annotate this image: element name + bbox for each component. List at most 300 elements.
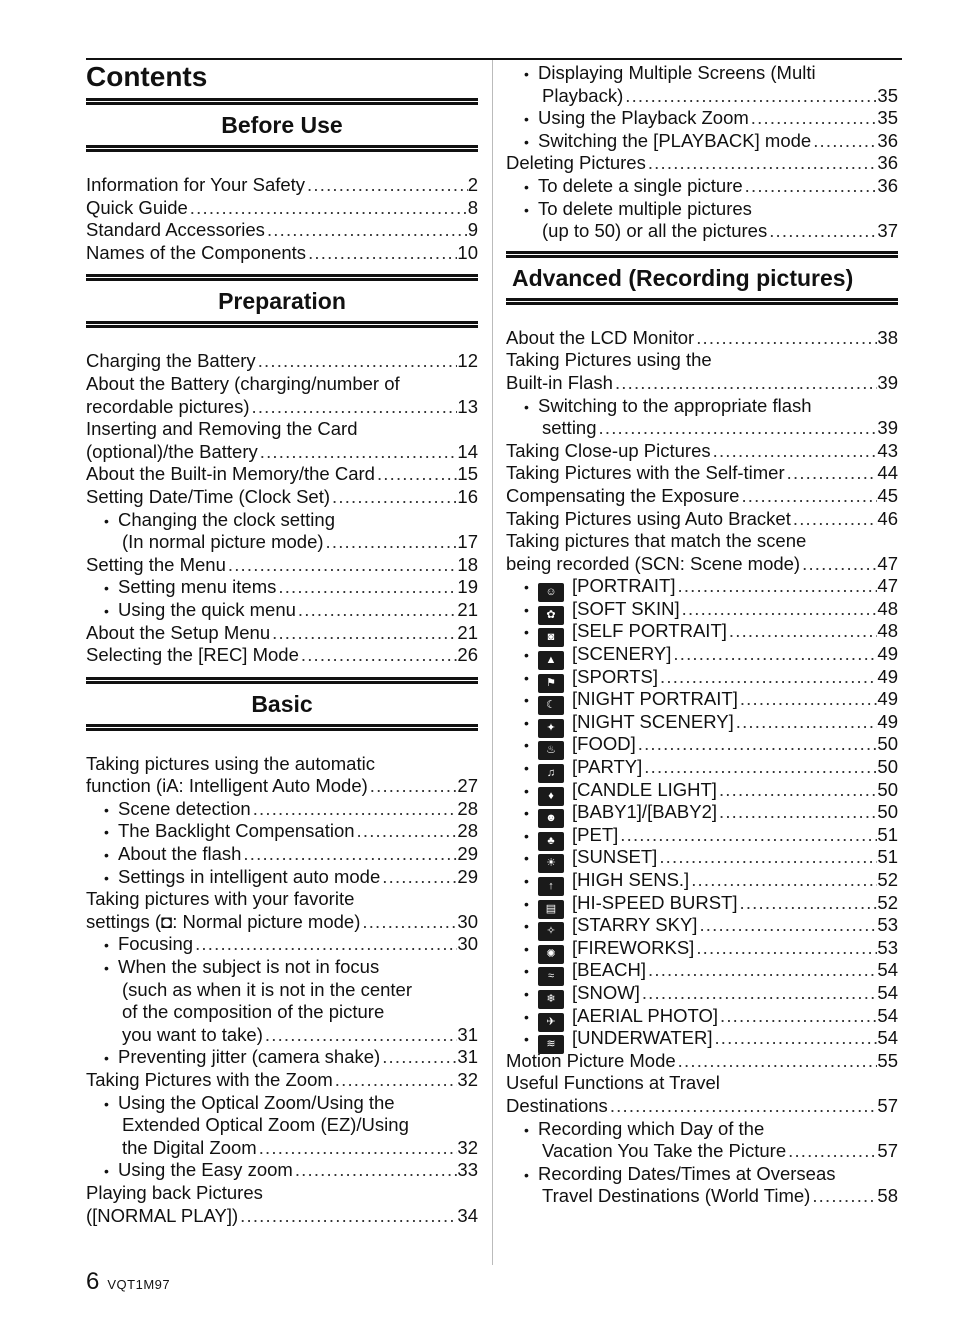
page-ref: 57: [877, 1140, 898, 1162]
leader-dots: [324, 531, 458, 554]
entry-text: (up to 50) or all the pictures: [542, 220, 768, 242]
page-ref: 21: [457, 621, 478, 643]
page-ref: 30: [457, 910, 478, 932]
page-ref: 49: [877, 710, 898, 732]
candle-light-icon: ♦: [538, 787, 564, 806]
bullet: •: [524, 692, 529, 709]
fireworks-icon: ✺: [538, 945, 564, 964]
toc-entry: [86, 888, 478, 911]
toc-entry: [86, 554, 478, 577]
leader-dots: [739, 485, 877, 508]
entry-text: When the subject is not in focus: [118, 956, 380, 978]
soft-skin-icon: ✿: [538, 606, 564, 625]
entry-text: [PET]: [572, 823, 619, 845]
toc-subentry: [506, 130, 898, 153]
toc-subentry: [506, 779, 898, 802]
entry-text: [SPORTS]: [572, 665, 659, 687]
bullet: •: [524, 827, 529, 844]
aerial-photo-icon: ✈: [538, 1013, 564, 1032]
column-separator: [492, 60, 493, 1265]
page-ref: 8: [467, 196, 478, 218]
bullet: •: [524, 782, 529, 799]
leader-dots: [226, 554, 458, 577]
underwater-icon: ≋: [538, 1035, 564, 1054]
bullet: •: [524, 1121, 529, 1138]
page-ref: 29: [457, 843, 478, 865]
toc-subentry: [506, 711, 898, 734]
leader-dots: [671, 643, 877, 666]
toc-entry: [86, 418, 478, 441]
page-ref: 39: [877, 371, 898, 393]
toc-entry: [86, 644, 478, 667]
toc-entry: [86, 622, 478, 645]
page-ref: 55: [877, 1049, 898, 1071]
leader-dots: [734, 711, 878, 734]
leader-dots: [251, 798, 458, 821]
toc-subentry: [86, 509, 478, 532]
toc-entry: [86, 486, 478, 509]
entry-text: [SUNSET]: [572, 846, 658, 868]
page-ref: 54: [877, 1027, 898, 1049]
page-ref: 10: [457, 241, 478, 263]
leader-dots: [256, 350, 458, 373]
bullet: •: [524, 201, 529, 218]
entry-text: Selecting the [REC] Mode: [86, 644, 299, 666]
toc-list: [86, 152, 478, 274]
toc-list: [86, 328, 478, 676]
toc-entry: [506, 152, 898, 175]
entry-text: Setting the Menu: [86, 553, 226, 575]
leader-dots: [727, 620, 878, 643]
bullet: •: [524, 178, 529, 195]
bullet: •: [524, 737, 529, 754]
toc-entry: [86, 219, 478, 242]
leader-dots: [293, 1159, 458, 1182]
bullet: •: [524, 714, 529, 731]
bullet: •: [104, 801, 109, 818]
page-ref: 31: [457, 1023, 478, 1045]
entry-text: To delete multiple pictures: [538, 197, 752, 219]
bullet: •: [524, 963, 529, 980]
entry-text: About the Battery (charging/number of: [86, 372, 400, 394]
leader-dots: [786, 1140, 877, 1163]
toc-subentry: [86, 798, 478, 821]
leader-dots: [694, 937, 877, 960]
entry-text: Taking pictures that match the scene: [506, 530, 807, 552]
entry-text: About the Built-in Memory/the Card: [86, 463, 375, 485]
sunset-icon: ☀: [538, 854, 564, 873]
leader-dots: [355, 820, 458, 843]
page-ref: 54: [877, 1004, 898, 1026]
page-footer: [86, 1268, 170, 1296]
beach-icon: ≈: [538, 967, 564, 986]
entry-text: Taking Pictures using the: [506, 349, 712, 371]
toc-subentry: [86, 1046, 478, 1069]
toc-subentry: [506, 1163, 898, 1186]
leader-dots: [738, 892, 878, 915]
high-sens-icon: ↑: [538, 877, 564, 896]
toc-subentry: [506, 688, 898, 711]
leader-dots: [718, 1005, 877, 1028]
leader-dots: [785, 462, 878, 485]
leader-dots: [711, 440, 878, 463]
toc-subentry: [506, 598, 898, 621]
section-rule: [86, 321, 478, 328]
leader-dots: [636, 733, 878, 756]
leader-dots: [717, 779, 877, 802]
page-ref: 53: [877, 914, 898, 936]
leader-dots: [623, 85, 877, 108]
section-heading: Preparation: [218, 288, 346, 315]
bullet: •: [104, 824, 109, 841]
toc-subentry: [506, 198, 898, 221]
bullet: •: [524, 601, 529, 618]
bullet: •: [524, 647, 529, 664]
bullet: •: [524, 1008, 529, 1025]
page-ref: 48: [877, 597, 898, 619]
entry-text: Useful Functions at Travel: [506, 1072, 720, 1094]
toc-subentry: [506, 62, 898, 85]
leader-dots: [276, 576, 457, 599]
toc-subentry: [506, 575, 898, 598]
leader-dots: [658, 666, 877, 689]
leader-dots: [640, 982, 878, 1005]
page-ref: 47: [877, 575, 898, 597]
toc-subentry: [86, 866, 478, 889]
leader-dots: [608, 1095, 878, 1118]
document-code: VQT1M97: [107, 1277, 171, 1292]
entry-text: Changing the clock setting: [118, 508, 335, 530]
leader-dots: [296, 599, 458, 622]
leader-dots: [241, 843, 457, 866]
toc-entry: [506, 1050, 898, 1073]
bullet: •: [104, 937, 109, 954]
page-ref: 54: [877, 959, 898, 981]
hi-speed-burst-icon: ▤: [538, 900, 564, 919]
leader-dots: [368, 775, 458, 798]
leader-dots: [238, 1205, 457, 1228]
entry-text: Extended Optical Zoom (EZ)/Using: [122, 1114, 409, 1136]
toc-entry: [86, 174, 478, 197]
entry-text: function (iA: Intelligent Auto Mode): [86, 775, 368, 797]
entry-text: Recording which Day of the: [538, 1117, 765, 1139]
toc-subentry: [506, 1005, 898, 1028]
toc-subentry: [506, 914, 898, 937]
entry-text: [CANDLE LIGHT]: [572, 778, 717, 800]
toc-subentry: [506, 643, 898, 666]
entry-text: [STARRY SKY]: [572, 914, 698, 936]
section-advanced: [506, 251, 898, 1218]
leader-dots: [258, 441, 458, 464]
page-ref: 26: [457, 644, 478, 666]
entry-text: Taking Close-up Pictures: [506, 439, 711, 461]
entry-text: Information for Your Safety: [86, 174, 306, 195]
entry-text: Switching the [PLAYBACK] mode: [538, 129, 812, 151]
entry-text: Switching to the appropriate flash: [538, 394, 812, 416]
toc-subentry: [506, 756, 898, 779]
entry-text: Recording Dates/Times at Overseas: [538, 1162, 836, 1184]
section-rule: [86, 98, 478, 105]
entry-text: Inserting and Removing the Card: [86, 418, 358, 440]
toc-entry: [86, 1182, 478, 1205]
entry-text: the Digital Zoom: [122, 1136, 257, 1158]
bullet: •: [524, 760, 529, 777]
entry-text: (such as when it is not in the center: [122, 978, 412, 1000]
leader-dots: [330, 486, 457, 509]
entry-text: [SOFT SKIN]: [572, 597, 680, 619]
toc-entry: [86, 1137, 478, 1160]
toc-entry: [506, 220, 898, 243]
page-ref: 45: [877, 484, 898, 506]
page-ref: 2: [467, 174, 478, 195]
entry-text: [AERIAL PHOTO]: [572, 1004, 718, 1026]
toc-entry: [506, 530, 898, 553]
leader-dots: [743, 175, 878, 198]
page-ref: 51: [877, 846, 898, 868]
toc-subentry: [506, 620, 898, 643]
toc-list: [506, 60, 898, 251]
entry-text: [HI-SPEED BURST]: [572, 891, 738, 913]
toc-subentry: [506, 892, 898, 915]
bullet: •: [524, 669, 529, 686]
toc-entry: [86, 911, 478, 934]
section-rule: [86, 724, 478, 731]
entry-text: you want to take): [122, 1023, 263, 1045]
toc-entry: [506, 508, 898, 531]
toc-entry: [506, 372, 898, 395]
bullet: •: [524, 918, 529, 935]
toc-entry: [86, 197, 478, 220]
toc-entry: [506, 1140, 898, 1163]
page-ref: 54: [877, 981, 898, 1003]
portrait-icon: ☺: [538, 583, 564, 602]
baby-icon: ☻: [538, 809, 564, 828]
toc-subentry: [506, 982, 898, 1005]
leader-dots: [618, 824, 877, 847]
page-ref: 19: [457, 576, 478, 598]
leader-dots: [250, 396, 458, 419]
leader-dots: [646, 152, 878, 175]
page-ref: 36: [877, 152, 898, 174]
page-ref: 48: [877, 620, 898, 642]
toc-entry: [86, 1001, 478, 1024]
leader-dots: [676, 1050, 878, 1073]
entry-text: [NIGHT PORTRAIT]: [572, 688, 738, 710]
bullet: •: [104, 869, 109, 886]
bullet: •: [104, 847, 109, 864]
entry-text: [FIREWORKS]: [572, 936, 695, 958]
entry-text: Displaying Multiple Screens (Multi: [538, 62, 816, 83]
toc-entry: [506, 485, 898, 508]
leader-dots: [380, 1046, 457, 1069]
bullet: •: [104, 1050, 109, 1067]
page-ref: 58: [877, 1185, 898, 1207]
toc-entry: [506, 1072, 898, 1095]
bullet: •: [524, 873, 529, 889]
page-ref: 16: [457, 485, 478, 507]
page-title: Contents: [86, 61, 208, 92]
bullet: •: [524, 111, 529, 128]
toc-subentry: [506, 801, 898, 824]
bullet: •: [524, 1166, 529, 1183]
page-ref: 15: [457, 463, 478, 485]
entry-text: [PORTRAIT]: [572, 575, 676, 597]
bullet: •: [524, 1031, 529, 1048]
page-ref: 33: [457, 1159, 478, 1181]
page-ref: 46: [877, 507, 898, 529]
leader-dots: [305, 174, 468, 197]
entry-text: [NIGHT SCENERY]: [572, 710, 734, 732]
section-heading: Before Use: [221, 112, 343, 138]
bullet: •: [104, 512, 109, 529]
entry-text: Charging the Battery: [86, 350, 256, 372]
toc-subentry: [86, 1092, 478, 1115]
scenery-icon: ▲: [538, 651, 564, 670]
entry-text: Using the Playback Zoom: [538, 107, 749, 129]
pet-icon: ♣: [538, 832, 564, 851]
page-ref: 28: [457, 820, 478, 842]
page-ref: 31: [457, 1046, 478, 1068]
page-ref: 36: [877, 129, 898, 151]
leader-dots: [749, 107, 878, 130]
page-ref: 52: [877, 869, 898, 890]
bullet: •: [524, 133, 529, 150]
bullet: •: [524, 66, 529, 82]
entry-text: Standard Accessories: [86, 219, 265, 241]
leader-dots: [738, 688, 878, 711]
entry-text: of the composition of the picture: [122, 1001, 385, 1023]
toc-subentry: [86, 1159, 478, 1182]
page-ref: 37: [877, 220, 898, 242]
toc-entry: [86, 441, 478, 464]
section-rule: [506, 298, 898, 305]
page-ref: 35: [877, 107, 898, 129]
toc-subentry: [506, 666, 898, 689]
toc-subentry: [506, 175, 898, 198]
entry-text: Names of the Components: [86, 241, 307, 263]
page-ref: 36: [877, 174, 898, 196]
toc-entry: [86, 373, 478, 396]
entry-text: [SELF PORTRAIT]: [572, 620, 727, 642]
toc-entry: [86, 1024, 478, 1047]
leader-dots: [375, 463, 457, 486]
entry-text: Deleting Pictures: [506, 152, 646, 174]
leader-dots: [712, 1027, 877, 1050]
entry-text: The Backlight Compensation: [118, 820, 355, 842]
entry-text: Taking pictures using the automatic: [86, 752, 375, 774]
entry-text: [HIGH SENS.]: [572, 869, 690, 890]
entry-text: Destinations: [506, 1094, 608, 1116]
leader-dots: [689, 869, 877, 892]
entry-text: Motion Picture Mode: [506, 1049, 676, 1071]
page-number: 6: [86, 1268, 100, 1295]
entry-text: [BEACH]: [572, 959, 647, 981]
page-ref: 49: [877, 688, 898, 710]
leader-dots: [810, 1185, 877, 1208]
toc-subentry: [506, 824, 898, 847]
page-ref: 32: [457, 1136, 478, 1158]
toc-entry: [86, 531, 478, 554]
entry-text: To delete a single picture: [538, 174, 743, 196]
entry-text: Using the Easy zoom: [118, 1159, 293, 1181]
toc-list: [506, 305, 898, 1218]
sports-icon: ⚑: [538, 674, 564, 693]
page-ref: 35: [877, 84, 898, 106]
toc-entry: [86, 753, 478, 776]
page-ref: 49: [877, 665, 898, 687]
toc-subentry: [86, 820, 478, 843]
leader-dots: [642, 756, 877, 779]
page-ref: 49: [877, 643, 898, 665]
party-icon: ♫: [538, 764, 564, 783]
toc-subentry: [506, 107, 898, 130]
section-rule: [86, 677, 478, 684]
toc-entry: [86, 396, 478, 419]
page-ref: 38: [877, 326, 898, 348]
night-portrait-icon: ☾: [538, 696, 564, 715]
entry-text: [FOOD]: [572, 733, 636, 755]
toc-entry: [86, 979, 478, 1002]
entry-text: settings (◘: Normal picture mode): [86, 910, 361, 932]
leader-dots: [263, 1024, 458, 1047]
leader-dots: [597, 417, 878, 440]
entry-text: Built-in Flash: [506, 371, 613, 393]
leader-dots: [811, 130, 877, 153]
section-preparation: [86, 274, 478, 676]
toc-subentry: [506, 1027, 898, 1050]
entry-text: ([NORMAL PLAY]): [86, 1204, 239, 1226]
leader-dots: [767, 220, 877, 243]
leader-dots: [257, 1137, 458, 1160]
entry-text: [SNOW]: [572, 981, 640, 1003]
toc-entry: [506, 462, 898, 485]
page-ref: 18: [457, 553, 478, 575]
page-ref: 17: [457, 531, 478, 553]
page-ref: 12: [457, 350, 478, 372]
section-basic: [86, 677, 478, 1237]
self-portrait-icon: ◙: [538, 628, 564, 647]
toc-entry: [86, 1114, 478, 1137]
section-rule: [86, 274, 478, 281]
leader-dots: [694, 327, 877, 350]
bullet: •: [104, 1095, 109, 1112]
toc-entry: [86, 1069, 478, 1092]
entry-text: Quick Guide: [86, 196, 188, 218]
entry-text: Focusing: [118, 933, 194, 955]
page-ref: 51: [877, 823, 898, 845]
entry-text: Preventing jitter (camera shake): [118, 1046, 381, 1068]
entry-text: [BABY1]/[BABY2]: [572, 801, 717, 823]
night-scenery-icon: ✦: [538, 719, 564, 738]
entry-text: Scene detection: [118, 797, 251, 819]
page-ref: 9: [467, 219, 478, 241]
starry-sky-icon: ✧: [538, 922, 564, 941]
entry-text: Using the quick menu: [118, 598, 296, 620]
page-ref: 50: [877, 778, 898, 800]
leader-dots: [646, 959, 877, 982]
section-before-use: [86, 98, 478, 274]
page-ref: 43: [877, 439, 898, 461]
leader-dots: [360, 911, 457, 934]
toc-subentry: [86, 599, 478, 622]
entry-text: [SCENERY]: [572, 643, 672, 665]
toc-entry: [506, 440, 898, 463]
toc-entry: [86, 775, 478, 798]
entry-text: Playback): [542, 84, 624, 106]
toc-subentry: [506, 937, 898, 960]
leader-dots: [299, 644, 458, 667]
toc-subentry: [506, 733, 898, 756]
